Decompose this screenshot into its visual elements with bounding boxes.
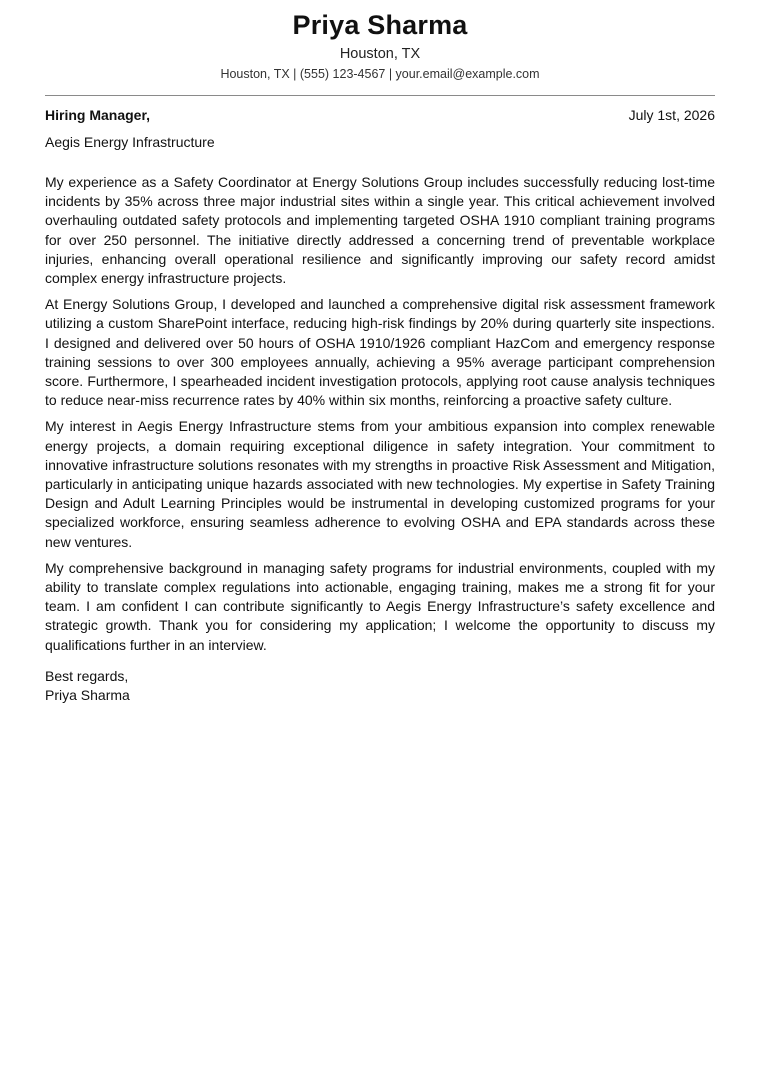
header-divider [45, 95, 715, 96]
closing-salutation: Best regards, [45, 667, 129, 684]
letter-header [45, 0, 715, 82]
applicant-location: Houston, TX [339, 46, 421, 62]
letter-date: July 1st, 2026 [628, 107, 715, 123]
body-paragraph-4: My comprehensive background in managing safety programs for industrial environments, coupled with my ability to translate complex regulations into actionable, engaging training, makes me a strong fit for your team. I am confident I can contribute significantly to Aegis Energy Infrastructure’s safety excellence and strategic growth. Thank you for considering my application; I welcome the opportunity to discuss my qualifications further in an interview. [45, 559, 715, 653]
applicant-name: Priya Sharma [292, 10, 468, 40]
recipient-company: Aegis Energy Infrastructure [45, 134, 215, 150]
body-paragraph-1: My experience as a Safety Coordinator at Energy Solutions Group includes successfully reducing lost-time incidents by 35% across three major industrial sites within a single year. This critical achievement involved overhauling outdated safety protocols and implementing targeted OSHA 1910 compliant training programs for over 250 personnel. The initiative directly addressed a concerning trend of preventable workplace injuries, enhancing overall operational resilience and significantly improving our safety record amidst complex energy infrastructure projects. [45, 174, 715, 287]
applicant-contact-line: Houston, TX | (555) 123-4567 | your.email@example.com [220, 67, 540, 81]
recipient-greeting: Hiring Manager, [45, 107, 151, 123]
letter-closing [45, 667, 715, 705]
body-paragraph-2: At Energy Solutions Group, I developed and launched a comprehensive digital risk assessment framework utilizing a custom SharePoint interface, reducing high-risk findings by 20% during quarterly site inspections. I designed and delivered over 50 hours of OSHA 1910/1926 compliant HazCom and emergency response training sessions to over 300 employees annually, achieving a 95% average participant comprehension score. Furthermore, I spearheaded incident investigation protocols, applying root cause analysis techniques to reduce near-miss recurrence rates by 40% within six months, reinforcing a proactive safety culture. [45, 296, 715, 409]
recipient-date-row [45, 106, 715, 124]
letter-body [45, 173, 715, 655]
closing-signature: Priya Sharma [45, 687, 130, 704]
body-paragraph-3: My interest in Aegis Energy Infrastructure stems from your ambitious expansion into complex renewable energy projects, a domain requiring exceptional diligence in safety integration. Your commitment to innovative infrastructure solutions resonates with my strengths in proactive Risk Assessment and Mitigation, particularly in anticipating unique hazards associated with new technologies. My expertise in Safety Training Design and Adult Learning Principles would be instrumental in developing customized programs for your specialized workforce, ensuring seamless adherence to evolving OSHA and EPA standards across these new ventures. [45, 418, 715, 550]
